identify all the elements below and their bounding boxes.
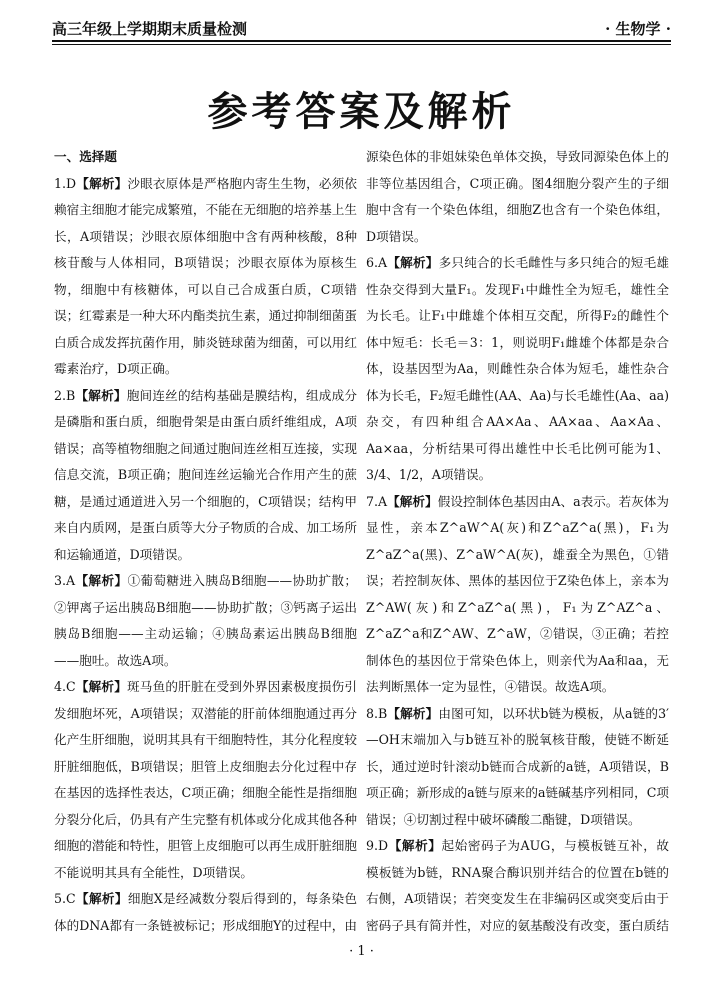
answer-number: 6.A [366, 255, 388, 270]
header-rule-thin [52, 44, 671, 45]
analysis-tag: 【解析】 [387, 493, 438, 509]
answer-number: 8.B [366, 705, 388, 721]
answer-text: ①葡萄糖进入胰岛B细胞——协助扩散；②钾离子运出胰岛B细胞——协助扩散；③钙离子运出胰岛B细胞——主动运输；④胰岛素运出胰岛B细胞——胞吐。故选A项。 [54, 573, 357, 668]
right-column [366, 144, 669, 940]
answer-text: 假设控制体色基因由A、a表示。若灰体为显性，亲本Z^aW^A(灰)和Z^aZ^a(黑)，F₁为Z^aZ^a(黑)、Z^aW^A(灰)，雄蚕全为黑色，①错误；若控制灰体、黑体的基因位于Z染色体上，亲本为Z^AW(灰)和Z^aZ^a(黑)，F₁为Z^AZ^a、Z^aZ^a和Z^AW、Z^aW，②错误，③正确；若控制体色的基因位于常染色体上，则亲代为Aa和aa，无法判断黑体一定为显性，④错误。故选A项。 [366, 493, 669, 694]
subject-label: · 生物学 · [605, 20, 671, 38]
answer-number: 3.A [54, 573, 76, 588]
answer-text: 起始密码子为AUG，与模板链互补，故模板链为b链，RNA聚合酶识别并结合的位置在b链的右侧，A项错误；若突变发生在非编码区或突变后由于密码子具有简并性，对应的氨基酸没有改变，蛋白质结 [366, 838, 669, 933]
page-title: 参考答案及解析 [207, 89, 516, 135]
answer-item [366, 701, 669, 834]
analysis-tag: 【解析】 [387, 705, 439, 721]
answer-text: 源染色体的非姐妹染色单体交换，导致同源染色体上的非等位基因组合，C项正确。图4细胞分裂产生的子细胞中含有一个染色体组，细胞Z也含有一个染色体组，D项错误。 [366, 149, 669, 244]
section-heading: 一、选择题 [54, 149, 117, 164]
answer-item [54, 171, 357, 383]
answer-number: 7.A [366, 493, 388, 509]
answer-item [54, 383, 357, 569]
answer-text: 胞间连丝的结构基础是膜结构，组成成分是磷脂和蛋白质，细胞骨架是由蛋白质纤维组成，A项错误；高等植物细胞之间通过胞间连丝相互连接，实现信息交流，B项正确；胞间连丝运输光合作用产生的蔗糖，是通过通道进入另一个细胞的，C项错误；结构甲来自内质网，是蛋白质等大分子物质的合成、加工场所和运输通道，D项错误。 [54, 387, 357, 562]
analysis-tag: 【解析】 [388, 838, 442, 853]
answer-item [54, 886, 357, 940]
header-rule-thick [52, 40, 671, 42]
analysis-tag: 【解析】 [387, 255, 439, 270]
analysis-tag: 【解析】 [76, 175, 128, 191]
answer-item [54, 568, 357, 674]
answer-item [366, 144, 669, 250]
answer-number: 9.D [366, 838, 389, 853]
answer-text: 由图可知，以环状b链为模板，从a链的3′—OH末端加入与b链互补的脱氧核苷酸，使链不断延长，通过逆时针滚动b链而合成新的a链，A项错误，B项正确；新形成的a链与原来的a链碱基序列相同，C项错误；④切割过程中破坏磷酸二酯键，D项错误。 [366, 705, 669, 827]
analysis-tag: 【解析】 [75, 573, 128, 588]
answer-text: 斑马鱼的肝脏在受到外界因素极度损伤引发细胞坏死，A项错误；双潜能的肝前体细胞通过再分化产生肝细胞，说明其具有干细胞特性，其分化程度较肝脏细胞低，B项错误；胆管上皮细胞去分化过程中存在基因的选择性表达，C项正确；细胞全能性是指细胞分裂分化后，仍具有产生完整有机体或分化成其他各种细胞的潜能和特性，胆管上皮细胞可以再生成肝脏细胞不能说明其具有全能性，D项错误。 [54, 679, 357, 880]
answer-text: 沙眼衣原体是严格胞内寄生生物，必须依赖宿主细胞才能完成繁殖，不能在无细胞的培养基上生长，A项错误；沙眼衣原体细胞中含有两种核酸，8种核苷酸与人体相同，B项错误；沙眼衣原体为原核生物，细胞中有核糖体，可以自己合成蛋白质，C项错误；红霉素是一种大环内酯类抗生素，通过抑制细菌蛋白质合成发挥抗菌作用，肺炎链球菌为细菌，可以用红霉素治疗，D项正确。 [54, 175, 357, 376]
answer-item [366, 833, 669, 940]
answer-item [366, 489, 669, 701]
answer-number: 5.C [54, 891, 76, 906]
page-number: · 1 · [349, 944, 374, 959]
exam-title: 高三年级上学期期末质量检测 [52, 20, 248, 38]
answer-number: 4.C [54, 679, 76, 694]
page-header [52, 14, 671, 40]
answer-text: 多只纯合的长毛雌性与多只纯合的短毛雄性杂交得到大量F₁。发现F₁中雌性全为短毛，雄性全为长毛。让F₁中雌雄个体相互交配，所得F₂的雌性个体中短毛：长毛＝3：1，则说明F₁雌雄个体都是杂合体，设基因型为Aa，则雌性杂合体为短毛，雄性杂合体为长毛，F₂短毛雌性(AA、Aa)与长毛雄性(Aa、aa)杂交，有四种组合AA×Aa、AA×aa、Aa×Aa、Aa×aa，分析结果可得出雄性中长毛比例可能为1、3/4、1/2，A项错误。 [366, 255, 669, 482]
answer-number: 1.D [54, 175, 77, 191]
answer-item [366, 250, 669, 489]
analysis-tag: 【解析】 [75, 891, 128, 906]
analysis-tag: 【解析】 [75, 387, 127, 403]
answer-text: 细胞X是经减数分裂后得到的，每条染色体的DNA都有一条链被标记；形成细胞Y的过程中，由 [54, 891, 357, 933]
answer-number: 2.B [54, 387, 76, 403]
left-column [54, 144, 357, 940]
answer-item [54, 674, 357, 886]
analysis-tag: 【解析】 [75, 679, 128, 694]
